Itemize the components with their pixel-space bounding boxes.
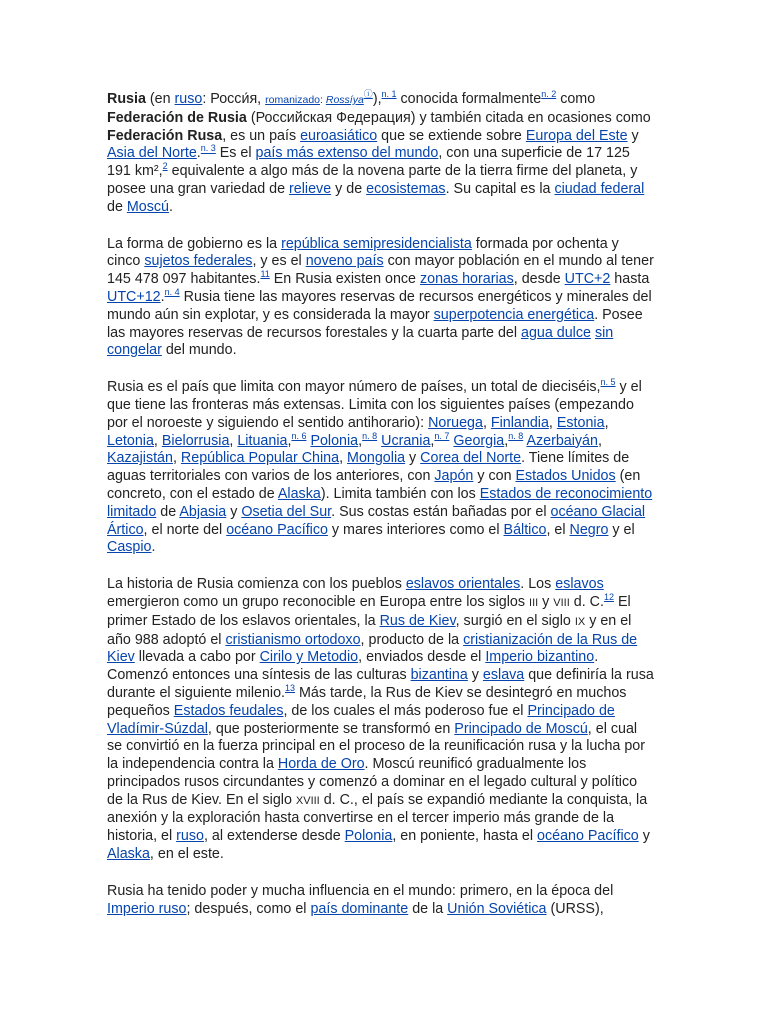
note-link[interactable]: n. 2 xyxy=(541,89,557,100)
link-eslava[interactable]: eslava xyxy=(482,667,525,684)
link-moscu[interactable]: Moscú xyxy=(126,198,169,215)
link-imperio-ruso[interactable]: Imperio ruso xyxy=(107,900,187,917)
link-lituania[interactable]: Lituania xyxy=(237,432,288,449)
link-eslavos[interactable]: eslavos xyxy=(555,576,604,593)
ref-link[interactable]: 2 xyxy=(162,161,168,172)
link-alaska[interactable]: Alaska xyxy=(277,485,321,502)
note-link[interactable]: n. 1 xyxy=(381,89,397,100)
link-mongolia[interactable]: Mongolia xyxy=(347,450,406,467)
note-link[interactable]: n. 8 xyxy=(508,430,524,441)
link-superpotencia[interactable]: superpotencia energética xyxy=(433,306,595,323)
note-link[interactable]: n. 4 xyxy=(164,287,180,298)
link-abjasia[interactable]: Abjasia xyxy=(179,503,227,520)
link-estados-feudales[interactable]: Estados feudales xyxy=(173,702,284,719)
link-horda-oro[interactable]: Horda de Oro xyxy=(277,756,365,773)
link-china[interactable]: República Popular China xyxy=(180,450,340,467)
link-relieve[interactable]: relieve xyxy=(289,180,332,197)
link-caspio[interactable]: Caspio xyxy=(107,539,152,556)
century-numeral: III xyxy=(529,596,539,609)
link-vladimir-suzdal[interactable]: Principado de Vladímir-Súzdal xyxy=(107,702,615,737)
link-estados-reconocimiento[interactable]: Estados de reconocimiento limitado xyxy=(107,485,653,520)
link-zonas-horarias[interactable]: zonas horarias xyxy=(419,271,514,288)
link-corea-norte[interactable]: Corea del Norte xyxy=(420,450,522,467)
note-link[interactable]: n. 3 xyxy=(200,143,216,154)
note-link[interactable]: n. 6 xyxy=(291,430,307,441)
link-ruso-lang[interactable]: ruso xyxy=(174,91,203,107)
link-glacial-artico[interactable]: océano Glacial Ártico xyxy=(107,503,646,538)
ref-link[interactable]: 11 xyxy=(260,269,270,280)
link-pais-extenso[interactable]: país más extenso del mundo xyxy=(255,145,439,162)
link-kazajistan[interactable]: Kazajistán xyxy=(107,450,173,467)
link-principado-moscu[interactable]: Principado de Moscú xyxy=(454,720,588,737)
century-numeral: IX xyxy=(574,615,586,628)
link-polonia[interactable]: Polonia xyxy=(310,432,359,449)
link-rossiya-audio[interactable]: Rossíya xyxy=(325,94,364,106)
link-negro[interactable]: Negro xyxy=(569,521,609,538)
link-noruega[interactable]: Noruega xyxy=(428,414,483,431)
century-numeral: VIII xyxy=(553,596,570,609)
ref-link[interactable]: 12 xyxy=(603,592,614,603)
subject-name: Rusia xyxy=(107,91,146,107)
link-estonia[interactable]: Estonia xyxy=(556,414,605,431)
intro-paragraph: Rusia (en ruso: Росси́я, romanizado: Rossíyaⓘ),$^{n. 1}$ conocida formalmente$^{n. 2}$ como Federación de Rusia (Российская Федерация) y también citada en ocasiones como Federación Rusa, es un país euroasiático que se extiende sobre Europa del Este y Asia del Norte.$^{n. 3}$ Es el país más extenso del mundo, con una superficie de 17 125 191 km²,$^2$ equivalente a algo más de la novena parte de la tierra firme del planeta, y posee una gran variedad de relieve y de ecosistemas. Su capital es la ciudad federal de Moscú. xyxy=(107,89,651,215)
link-finlandia[interactable]: Finlandia xyxy=(490,414,549,431)
link-polonia-2[interactable]: Polonia xyxy=(344,828,393,845)
link-rus-kiev[interactable]: Rus de Kiev xyxy=(379,612,456,629)
link-sin-congelar[interactable]: sin congelar xyxy=(107,324,614,359)
history-paragraph: La historia de Rusia comienza con los pueblos eslavos orientales. Los eslavos emergieron como un grupo reconocible en Europa entre los siglos III y VIII d. C.$^{12}$ El primer Estado de los eslavos orientales, la Rus de Kiev, surgió en el siglo IX y en el año 988 adoptó el cristianismo ortodoxo, producto de la cristianización de la Rus de Kiev llevada a cabo por Cirilo y Metodio, enviados desde el Imperio bizantino. Comenzó entonces una síntesis de las culturas bizantina y eslava que definiría la rusa durante el siguiente milenio.$^{13}$ Más tarde, la Rus de Kiev se desintegró en muchos pequeños Estados feudales, de los cuales el más poderoso fue el Principado de Vladímir-Súzdal, que posteriormente se transformó en Principado de Moscú, el cual se convirtió en la fuerza principal en el proceso de la reunificación rusa y la lucha por la independencia contra la Horda de Oro. Moscú reunificó gradualmente los principados rusos circundantes y comenzó a dominar en el legado cultural y político de la Rus de Kiev. En el siglo XVIII d. C., el país se expandió mediante la conquista, la anexión y la exploración hasta convertirse en el tercer imperio más grande de la historia, el ruso, al extenderse desde Polonia, en poniente, hasta el océano Pacífico y Alaska, en el este. xyxy=(107,576,654,863)
link-oceano-pacifico[interactable]: océano Pacífico xyxy=(226,521,328,538)
link-japon[interactable]: Japón xyxy=(434,468,474,485)
link-ciudad-federal[interactable]: ciudad federal xyxy=(554,180,645,197)
borders-paragraph: Rusia es el país que limita con mayor número de países, un total de dieciséis,$^{n. 5}$ y el que tiene las fronteras más extensas. Limita con los siguientes países (empezando por el noroeste y siguiendo el sentido antihorario): Noruega, Finlandia, Estonia, Letonia, Bielorrusia, Lituania,$^{n. 6}$ Polonia,$^{n. 8}$ Ucrania,$^{n. 7}$ Georgia,$^{n. 8}$ Azerbaiyán, Kazajistán, República Popular China, Mongolia y Corea del Norte. Tiene límites de aguas territoriales con varios de los anteriores, con Japón y con Estados Unidos (en concreto, con el estado de Alaska). Limita también con los Estados de reconocimiento limitado de Abjasia y Osetia del Sur. Sus costas están bañadas por el océano Glacial Ártico, el norte del océano Pacífico y mares interiores como el Báltico, el Negro y el Caspio. xyxy=(107,377,653,556)
audio-icon[interactable]: ⓘ xyxy=(363,89,373,100)
official-name: Federación de Rusia xyxy=(107,109,247,126)
note-link[interactable]: n. 8 xyxy=(362,430,378,441)
link-alaska-2[interactable]: Alaska xyxy=(107,846,150,863)
link-eslavos-orientales[interactable]: eslavos orientales xyxy=(405,576,521,593)
link-letonia[interactable]: Letonia xyxy=(107,432,154,449)
link-republica[interactable]: república semipresidencialista xyxy=(281,235,472,252)
link-bielorrusia[interactable]: Bielorrusia xyxy=(161,432,230,449)
link-baltico[interactable]: Báltico xyxy=(503,521,547,538)
ref-link[interactable]: 13 xyxy=(285,683,296,694)
link-georgia[interactable]: Georgia xyxy=(453,432,505,449)
note-link[interactable]: n. 7 xyxy=(434,430,450,441)
link-utc12[interactable]: UTC+12 xyxy=(107,288,161,305)
link-azerbaiyan[interactable]: Azerbaiyán xyxy=(526,432,598,449)
century-numeral: XVIII xyxy=(295,794,320,807)
link-cristianizacion[interactable]: cristianización de la Rus de Kiev xyxy=(107,631,638,666)
link-romanizado[interactable]: romanizado xyxy=(265,94,321,106)
link-ruso[interactable]: ruso xyxy=(176,828,204,845)
link-noveno-pais[interactable]: noveno país xyxy=(305,253,384,270)
link-utc2[interactable]: UTC+2 xyxy=(564,271,611,288)
link-cristianismo-ortodoxo[interactable]: cristianismo ortodoxo xyxy=(225,631,361,648)
link-euroasiatico[interactable]: euroasiático xyxy=(300,127,378,144)
link-pais-dominante[interactable]: país dominante xyxy=(310,900,409,917)
link-oceano-pacifico-2[interactable]: océano Pacífico xyxy=(537,828,639,845)
link-imperio-bizantino[interactable]: Imperio bizantino xyxy=(485,649,595,666)
link-sujetos-federales[interactable]: sujetos federales xyxy=(144,253,253,270)
link-estados-unidos[interactable]: Estados Unidos xyxy=(515,468,616,485)
link-bizantina[interactable]: bizantina xyxy=(410,667,468,684)
link-cirilo-metodio[interactable]: Cirilo y Metodio xyxy=(259,649,359,666)
link-ucrania[interactable]: Ucrania xyxy=(381,432,431,449)
link-ecosistemas[interactable]: ecosistemas xyxy=(366,180,446,197)
link-union-sovietica[interactable]: Unión Soviética xyxy=(447,900,547,917)
power-paragraph: Rusia ha tenido poder y mucha influencia en el mundo: primero, en la época del Imperio ruso; después, como el país dominante de la Unión Soviética (URSS), xyxy=(107,882,614,917)
link-asia-norte[interactable]: Asia del Norte xyxy=(107,145,197,162)
link-agua-dulce[interactable]: agua dulce xyxy=(521,324,591,341)
note-link[interactable]: n. 5 xyxy=(600,377,616,388)
government-paragraph: La forma de gobierno es la república semipresidencialista formada por ochenta y cinco sujetos federales, y es el noveno país con mayor población en el mundo al tener 145 478 097 habitantes.$^{11}$ En Rusia existen once zonas horarias, desde UTC+2 hasta UTC+12.$^{n. 4}$ Rusia tiene las mayores reservas de recursos energéticos y minerales del mundo aún sin explotar, y es considerada la mayor superpotencia energética. Posee las mayores reservas de recursos forestales y la cuarta parte del agua dulce sin congelar del mundo. xyxy=(107,235,654,359)
link-europa-este[interactable]: Europa del Este xyxy=(525,127,628,144)
alt-name: Federación Rusa xyxy=(107,127,223,144)
article-body xyxy=(107,91,655,937)
link-osetia[interactable]: Osetia del Sur xyxy=(241,503,332,520)
